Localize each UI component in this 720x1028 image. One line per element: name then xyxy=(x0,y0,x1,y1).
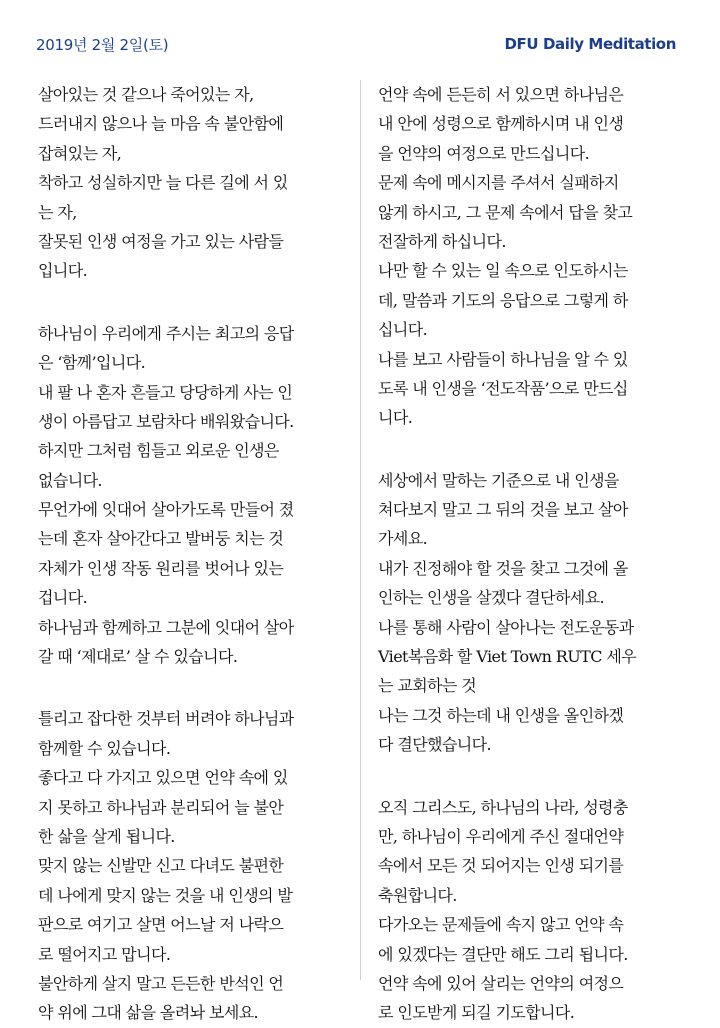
text-line: 착하고 성실하지만 늘 다른 길에 서 있 xyxy=(38,173,288,193)
text-line: 약 위에 그대 삶을 올려놔 보세요. xyxy=(38,1003,259,1023)
text-line: 로 떨어지고 맙니다. xyxy=(38,944,171,964)
text-line: 에 있겠다는 결단만 해도 그리 됩니다. xyxy=(378,944,628,964)
text-line: 함께할 수 있습니다. xyxy=(38,738,171,758)
text-line: 데, 말씀과 기도의 응답으로 그렇게 하 xyxy=(378,290,628,310)
paragraph xyxy=(38,319,338,672)
text-line: 다 결단했습니다. xyxy=(378,735,491,755)
text-line: 을 언약의 여정으로 만드십니다. xyxy=(378,143,590,163)
date-label: 2019년 2월 2일(토) xyxy=(36,35,169,54)
text-line: 틀리고 잡다한 것부터 버려야 하나님과 xyxy=(38,709,294,729)
text-line: 생이 아름답고 보람차다 배워왔습니다. xyxy=(38,411,294,431)
text-line: 언약 속에 있어 살리는 언약의 여정으 xyxy=(378,973,624,993)
text-line: 속에서 모든 것 되어지는 인생 되기를 xyxy=(378,856,624,876)
text-line: 입니다. xyxy=(38,261,88,281)
text-line: 잡혀있는 자, xyxy=(38,143,122,163)
text-line: 맞지 않는 신발만 신고 다녀도 불편한 xyxy=(38,856,284,876)
text-line: 나를 통해 사람이 살아나는 전도운동과 xyxy=(378,617,634,637)
text-line: 언약 속에 든든히 서 있으면 하나님은 xyxy=(378,85,624,104)
text-line: 없습니다. xyxy=(38,470,102,490)
paragraph xyxy=(378,793,684,1028)
paragraph xyxy=(38,80,338,286)
text-line: 무언가에 잇대어 살아가도록 만들어 졌 xyxy=(38,500,294,520)
text-line: 로 인도받게 되길 기도합니다. xyxy=(378,1003,575,1023)
paragraph-gap xyxy=(378,433,684,466)
text-line: 잘못된 인생 여정을 가고 있는 사람들 xyxy=(38,231,284,251)
text-line: 나는 그것 하는데 내 인생을 올인하겠 xyxy=(378,705,624,725)
text-line: 자체가 인생 작동 원리를 벗어나 있는 xyxy=(38,558,284,578)
text-line: 않게 하시고, 그 문제 속에서 답을 찾고 xyxy=(378,202,633,222)
publication-title: DFU Daily Meditation xyxy=(504,35,676,53)
text-line: Viet복음화 할 Viet Town RUTC 세우 xyxy=(378,647,637,667)
left-column xyxy=(38,80,338,1028)
text-line: 하나님이 우리에게 주시는 최고의 응답 xyxy=(38,323,294,343)
text-line: 하지만 그처럼 힘들고 외로운 인생은 xyxy=(38,441,279,461)
paragraph-gap xyxy=(38,671,338,704)
paragraph-gap xyxy=(38,286,338,319)
text-line: 좋다고 다 가지고 있으면 언약 속에 있 xyxy=(38,768,288,788)
text-line: 하나님과 함께하고 그분에 잇대어 살아 xyxy=(38,617,294,637)
text-line: 판으로 여기고 살면 어느날 저 나락으 xyxy=(38,915,284,935)
text-line: 축원합니다. xyxy=(378,885,457,905)
text-line: 은 ‘함께’입니다. xyxy=(38,353,146,373)
paragraph xyxy=(378,80,684,433)
text-line: 내 팔 나 혼자 흔들고 당당하게 사는 인 xyxy=(38,382,293,402)
text-line: 가세요. xyxy=(378,529,428,549)
paragraph-gap xyxy=(378,760,684,793)
text-line: 데 나에게 맞지 않는 것을 내 인생의 발 xyxy=(38,885,293,905)
text-line: 전잘하게 하십니다. xyxy=(378,231,506,251)
text-line: 나를 보고 사람들이 하나님을 알 수 있 xyxy=(378,349,628,369)
right-column xyxy=(378,80,684,1028)
paragraph xyxy=(38,704,338,1027)
text-line: 는 자, xyxy=(38,202,77,222)
text-line: 오직 그리스도, 하나님의 나라, 성령충 xyxy=(378,797,628,817)
text-line: 세상에서 말하는 기준으로 내 인생을 xyxy=(378,470,619,490)
text-line: 내가 진정해야 할 것을 찾고 그것에 올 xyxy=(378,558,628,578)
text-line: 인하는 인생을 살겠다 결단하세요. xyxy=(378,588,604,608)
text-line: 살아있는 것 같으나 죽어있는 자, xyxy=(38,85,254,104)
text-line: 는 교회하는 것 xyxy=(378,676,477,696)
text-line: 내 안에 성령으로 함께하시며 내 인생 xyxy=(378,114,624,134)
text-line: 쳐다보지 말고 그 뒤의 것을 보고 살아 xyxy=(378,500,628,520)
text-line: 도록 내 인생을 ‘전도작품’으로 만드십 xyxy=(378,378,628,398)
text-line: 문제 속에 메시지를 주셔서 실패하지 xyxy=(378,173,619,193)
text-line: 십니다. xyxy=(378,320,428,340)
text-line: 지 못하고 하나님과 분리되어 늘 불안 xyxy=(38,797,284,817)
text-line: 나만 할 수 있는 일 속으로 인도하시는 xyxy=(378,261,628,281)
text-line: 불안하게 살지 말고 든든한 반석인 언 xyxy=(38,973,284,993)
text-line: 다가오는 문제들에 속지 않고 언약 속 xyxy=(378,915,624,935)
text-line: 만, 하나님이 우리에게 주신 절대언약 xyxy=(378,826,624,846)
column-divider xyxy=(360,80,361,980)
text-line: 니다. xyxy=(378,408,413,428)
paragraph xyxy=(378,466,684,760)
text-line: 는데 혼자 살아간다고 발버둥 치는 것 xyxy=(38,529,284,549)
text-line: 한 삶을 살게 됩니다. xyxy=(38,826,175,846)
page-header xyxy=(36,30,676,58)
text-line: 갈 때 ‘제대로’ 살 수 있습니다. xyxy=(38,647,238,667)
text-line: 드러내지 않으나 늘 마음 속 불안함에 xyxy=(38,114,284,134)
text-line: 겁니다. xyxy=(38,588,88,608)
